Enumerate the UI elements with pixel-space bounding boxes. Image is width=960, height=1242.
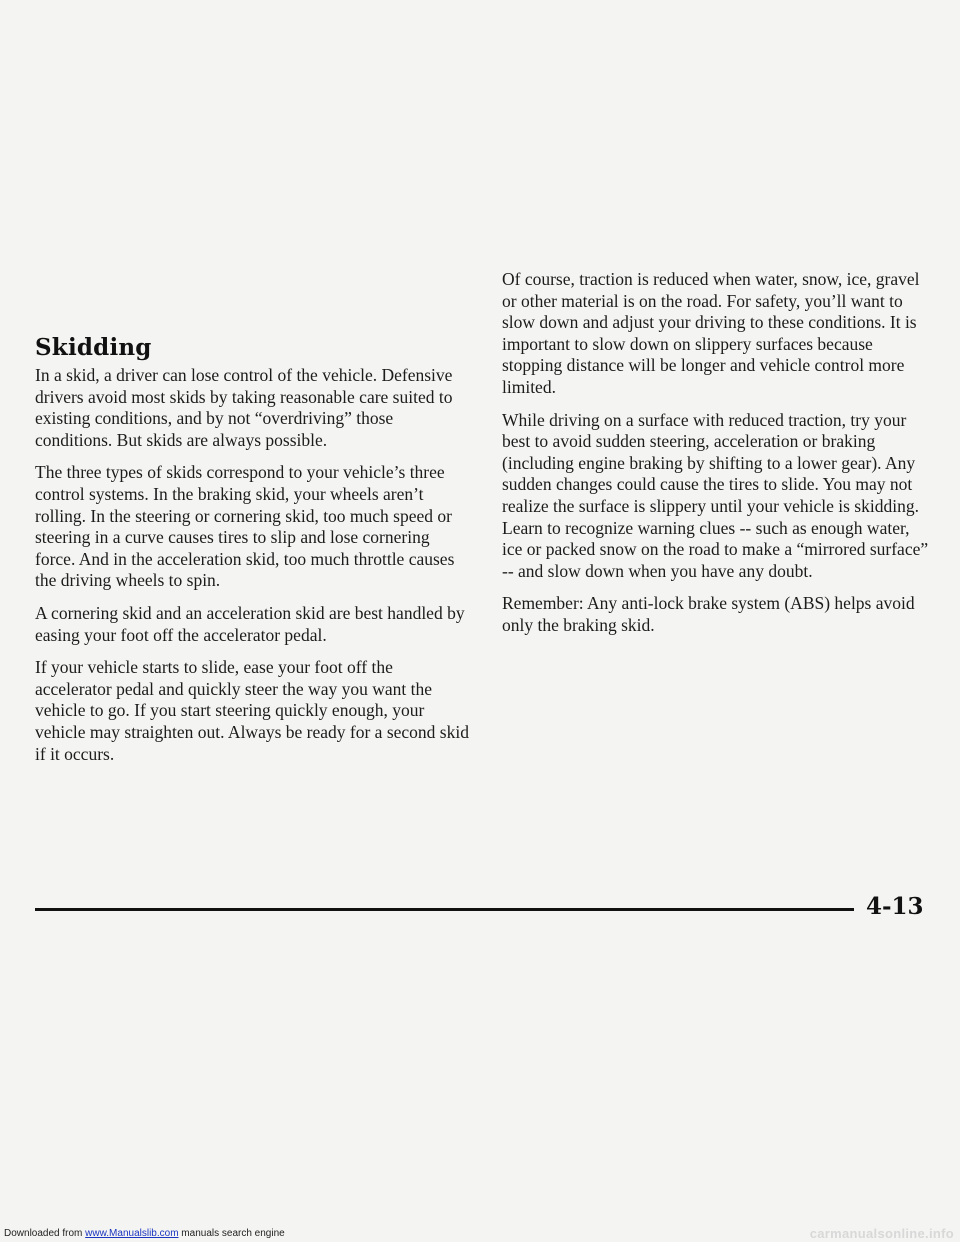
watermark: carmanualsonline.info	[809, 1226, 954, 1241]
left-column	[35, 365, 473, 776]
paragraph: A cornering skid and an acceleration skid are best handled by easing your foot off the accelerator pedal.	[35, 602, 465, 645]
manualslib-link[interactable]: www.Manualslib.com	[85, 1228, 179, 1239]
section-heading: Skidding	[35, 334, 152, 361]
paragraph: In a skid, a driver can lose control of the vehicle. Defensive drivers avoid most skids by taking reasonable care suited to existing conditions, and by not “overdriving” those conditions. But skids are always possible.	[35, 365, 453, 450]
download-footer	[4, 1228, 285, 1240]
paragraph: Of course, traction is reduced when water, snow, ice, gravel or other material is on the road. For safety, you’ll want to slow down and adjust your driving to these conditions. It is important to slow down on slippery surfaces because stopping distance will be longer and vehicle control more limited.	[502, 269, 920, 397]
footer-suffix: manuals search engine	[178, 1228, 285, 1239]
footer-prefix: Downloaded from	[4, 1228, 86, 1239]
page-number: 4-13	[866, 893, 924, 920]
paragraph: The three types of skids correspond to your vehicle’s three control systems. In the braking skid, your wheels aren’t rolling. In the steering or cornering skid, too much speed or steering in a curve causes tires to slip and lose cornering force. And in the acceleration skid, too much throttle causes the driving wheels to spin.	[35, 462, 455, 591]
paragraph: If your vehicle starts to slide, ease your foot off the accelerator pedal and quickly steer the way you want the vehicle to go. If you start steering quickly enough, your vehicle may straighten out. Always be ready for a second skid if it occurs.	[35, 657, 469, 764]
footer-rule	[35, 908, 854, 911]
paragraph: While driving on a surface with reduced traction, try your best to avoid sudden steering, acceleration or braking (including engine braking by shifting to a lower gear). Any sudden changes could cause the tires to slide. You may not realize the surface is slippery until your vehicle is skidding. Learn to recognize warning clues -- such as enough water, ice or packed snow on the road to make a “mirrored surface” -- and slow down when you have any doubt.	[502, 409, 929, 581]
paragraph: Remember: Any anti-lock brake system (ABS) helps avoid only the braking skid.	[502, 593, 915, 635]
right-column	[502, 269, 932, 648]
